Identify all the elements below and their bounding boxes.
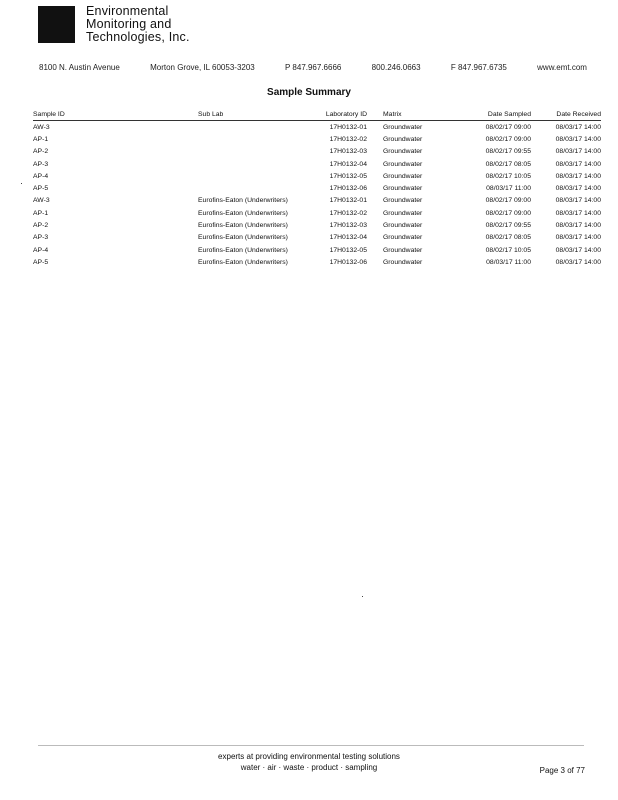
cell-date-sampled: 08/03/17 11:00 <box>486 258 531 266</box>
cell-date-received: 08/03/17 14:00 <box>555 197 601 205</box>
cell-laboratory-id: 17H0132-04 <box>329 234 367 242</box>
cell-sub-lab: Eurofins-Eaton (Underwriters) <box>198 222 288 230</box>
phone: P 847.967.6666 <box>285 63 342 72</box>
cell-matrix: Groundwater <box>383 172 423 180</box>
col-sub-lab: Sub Lab <box>198 110 305 121</box>
col-matrix: Matrix <box>367 110 461 121</box>
cell-date-sampled: 08/02/17 10:05 <box>485 172 531 180</box>
page-number: Page 3 of 77 <box>539 766 585 775</box>
cell-matrix: Groundwater <box>383 135 423 143</box>
cell-date-received: 08/03/17 14:00 <box>555 222 601 230</box>
scan-speck <box>362 596 363 597</box>
col-laboratory-id: Laboratory ID <box>305 110 367 121</box>
cell-sub-lab: Eurofins-Eaton (Underwriters) <box>198 234 288 242</box>
cell-date-received: 08/03/17 14:00 <box>555 209 601 217</box>
table-row <box>33 158 601 170</box>
cell-sample-id: AP-1 <box>33 135 49 143</box>
table-row <box>33 256 601 268</box>
table-header-row <box>33 110 601 121</box>
cell-sub-lab <box>198 170 305 182</box>
cell-date-received: 08/03/17 14:00 <box>555 160 601 168</box>
cell-matrix: Groundwater <box>383 258 423 266</box>
city: Morton Grove, IL 60053-3203 <box>150 63 255 72</box>
cell-date-sampled: 08/02/17 09:00 <box>485 123 531 131</box>
cell-date-received: 08/03/17 14:00 <box>555 172 601 180</box>
cell-laboratory-id: 17H0132-05 <box>329 172 367 180</box>
cell-sub-lab: Eurofins-Eaton (Underwriters) <box>198 209 288 217</box>
table-row <box>33 244 601 256</box>
cell-sample-id: AP-5 <box>33 185 49 193</box>
cell-matrix: Groundwater <box>383 123 423 131</box>
company-name <box>86 5 190 44</box>
cell-date-received: 08/03/17 14:00 <box>555 234 601 242</box>
table-row <box>33 219 601 231</box>
cell-date-received: 08/03/17 14:00 <box>555 135 601 143</box>
cell-laboratory-id: 17H0132-02 <box>329 135 367 143</box>
cell-date-received: 08/03/17 14:00 <box>555 246 601 254</box>
cell-sample-id: AW-3 <box>33 123 50 131</box>
table-row <box>33 195 601 207</box>
company-name-line-3: Technologies, Inc. <box>86 30 190 44</box>
cell-sample-id: AW-3 <box>33 197 50 205</box>
cell-sample-id: AP-5 <box>33 258 49 266</box>
footer-divider <box>38 745 584 746</box>
cell-sample-id: AP-2 <box>33 222 49 230</box>
cell-date-sampled: 08/02/17 09:55 <box>485 222 531 230</box>
footer-tagline: experts at providing environmental testing solutions <box>218 752 400 761</box>
cell-laboratory-id: 17H0132-06 <box>329 185 367 193</box>
cell-date-sampled: 08/02/17 09:00 <box>485 135 531 143</box>
cell-sub-lab <box>198 158 305 170</box>
cell-sample-id: AP-3 <box>33 234 49 242</box>
table-body <box>33 121 601 269</box>
cell-date-sampled: 08/02/17 09:55 <box>485 148 531 156</box>
table-row <box>33 207 601 219</box>
cell-laboratory-id: 17H0132-01 <box>329 197 367 205</box>
cell-laboratory-id: 17H0132-03 <box>329 222 367 230</box>
cell-date-sampled: 08/02/17 08:05 <box>485 160 531 168</box>
cell-sub-lab: Eurofins-Eaton (Underwriters) <box>198 197 288 205</box>
sample-summary-table <box>33 110 601 269</box>
cell-laboratory-id: 17H0132-05 <box>329 246 367 254</box>
cell-date-sampled: 08/02/17 09:00 <box>485 197 531 205</box>
cell-sub-lab <box>198 133 305 145</box>
cell-sample-id: AP-4 <box>33 246 49 254</box>
cell-date-sampled: 08/03/17 11:00 <box>486 185 531 193</box>
cell-sample-id: AP-4 <box>33 172 49 180</box>
cell-date-received: 08/03/17 14:00 <box>555 123 601 131</box>
cell-sample-id: AP-3 <box>33 160 49 168</box>
cell-matrix: Groundwater <box>383 197 423 205</box>
cell-date-sampled: 08/02/17 09:00 <box>485 209 531 217</box>
cell-laboratory-id: 17H0132-03 <box>329 148 367 156</box>
cell-laboratory-id: 17H0132-06 <box>329 258 367 266</box>
table-row <box>33 170 601 182</box>
cell-sample-id: AP-1 <box>33 209 49 217</box>
company-logo <box>38 6 75 43</box>
contact-bar <box>39 63 587 72</box>
cell-date-sampled: 08/02/17 08:05 <box>485 234 531 242</box>
footer-services: water · air · waste · product · sampling <box>240 763 378 772</box>
cell-matrix: Groundwater <box>383 234 423 242</box>
col-date-sampled: Date Sampled <box>461 110 531 121</box>
table-row <box>33 182 601 194</box>
cell-sub-lab <box>198 182 305 194</box>
cell-sub-lab <box>198 121 305 134</box>
scan-speck <box>21 183 22 184</box>
address: 8100 N. Austin Avenue <box>39 63 120 72</box>
cell-sub-lab: Eurofins-Eaton (Underwriters) <box>198 246 288 254</box>
toll-free: 800.246.0663 <box>371 63 421 72</box>
cell-date-received: 08/03/17 14:00 <box>555 185 601 193</box>
col-sample-id: Sample ID <box>33 110 198 121</box>
table-row <box>33 133 601 145</box>
website: www.emt.com <box>537 63 587 72</box>
cell-sub-lab <box>198 146 305 158</box>
company-name-line-1: Environmental <box>86 4 169 18</box>
table-row <box>33 121 601 134</box>
cell-matrix: Groundwater <box>383 209 423 217</box>
cell-matrix: Groundwater <box>383 222 423 230</box>
cell-laboratory-id: 17H0132-01 <box>329 123 367 131</box>
cell-date-received: 08/03/17 14:00 <box>555 148 601 156</box>
fax: F 847.967.6735 <box>450 63 507 72</box>
cell-matrix: Groundwater <box>383 160 423 168</box>
cell-laboratory-id: 17H0132-02 <box>329 209 367 217</box>
cell-sample-id: AP-2 <box>33 148 49 156</box>
footer <box>0 751 618 773</box>
cell-sub-lab: Eurofins-Eaton (Underwriters) <box>198 258 288 266</box>
cell-matrix: Groundwater <box>383 246 423 254</box>
table-row <box>33 146 601 158</box>
table-row <box>33 232 601 244</box>
cell-laboratory-id: 17H0132-04 <box>329 160 367 168</box>
cell-matrix: Groundwater <box>383 185 423 193</box>
col-date-received: Date Received <box>531 110 601 121</box>
report-title: Sample Summary <box>267 87 351 98</box>
company-name-line-2: Monitoring and <box>86 17 172 31</box>
cell-date-received: 08/03/17 14:00 <box>555 258 601 266</box>
cell-matrix: Groundwater <box>383 148 423 156</box>
cell-date-sampled: 08/02/17 10:05 <box>485 246 531 254</box>
